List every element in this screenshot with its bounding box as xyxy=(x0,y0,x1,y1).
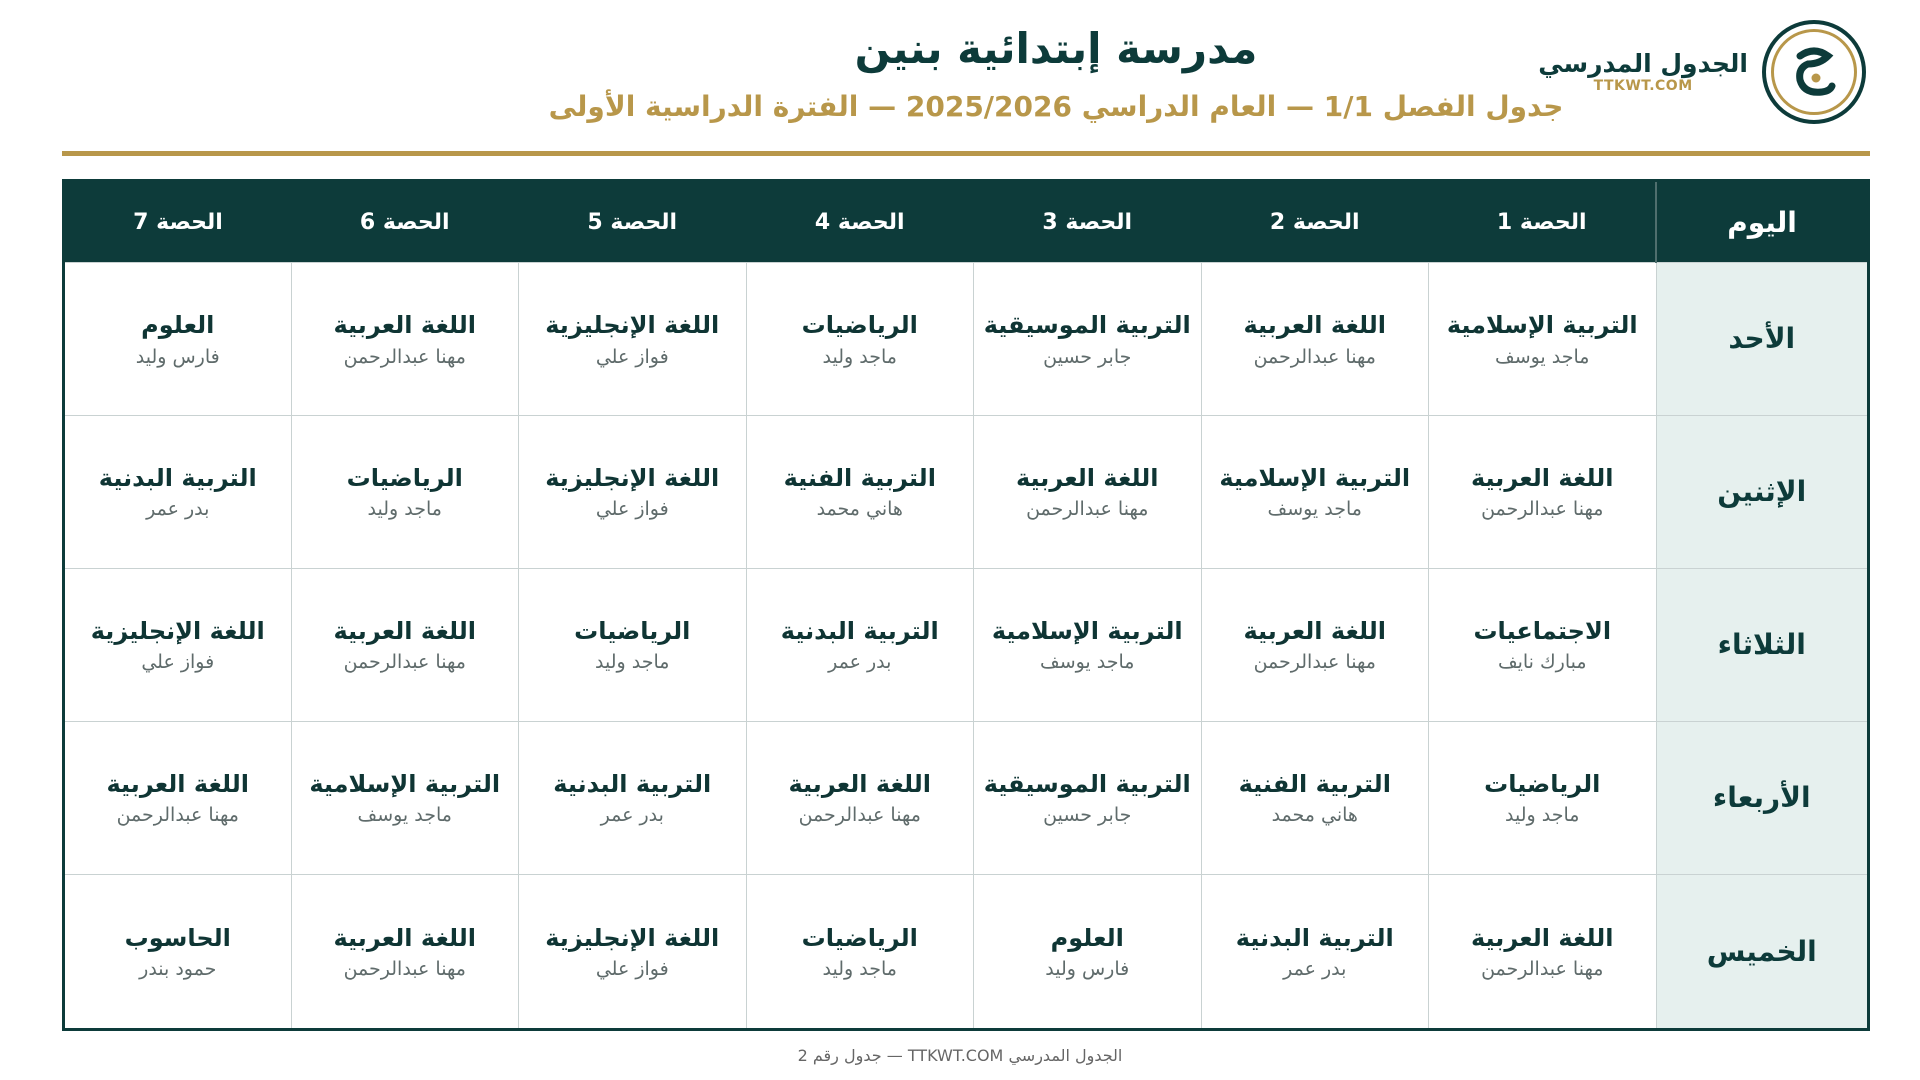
subject-label: اللغة العربية xyxy=(333,923,477,952)
teacher-label: ماجد يوسف xyxy=(1495,345,1590,368)
subject-label: اللغة العربية xyxy=(1015,464,1159,493)
teacher-label: جابر حسين xyxy=(1043,345,1132,368)
lesson-cell xyxy=(291,874,519,1029)
lesson-cell xyxy=(1429,874,1657,1029)
teacher-label: مهنا عبدالرحمن xyxy=(343,957,466,980)
subject-label: الرياضيات xyxy=(1484,770,1601,799)
lesson-cell xyxy=(64,874,292,1029)
header-row xyxy=(64,181,1869,263)
subject-label: الاجتماعيات xyxy=(1473,617,1612,646)
day-column-header: اليوم xyxy=(1656,181,1869,263)
subject-label: الرياضيات xyxy=(574,617,691,646)
schedule-body xyxy=(64,263,1869,1030)
subject-label: التربية الموسيقية xyxy=(983,770,1191,799)
lesson-cell xyxy=(746,721,974,874)
lesson-cell xyxy=(291,263,519,416)
teacher-label: مبارك نايف xyxy=(1497,651,1587,674)
subject-label: التربية الإسلامية xyxy=(1219,464,1411,493)
lesson-cell xyxy=(519,721,747,874)
lesson-cell xyxy=(1201,263,1429,416)
teacher-label: ماجد وليد xyxy=(367,498,442,521)
subject-label: التربية الإسلامية xyxy=(991,617,1183,646)
footer-note: الجدول المدرسي TTKWT.COM — جدول رقم 2 xyxy=(797,1046,1123,1065)
period-header: الحصة 3 xyxy=(974,181,1202,263)
teacher-label: مهنا عبدالرحمن xyxy=(798,804,921,827)
teacher-label: ماجد وليد xyxy=(822,957,897,980)
teacher-label: ماجد وليد xyxy=(1505,804,1580,827)
subject-label: اللغة الإنجليزية xyxy=(545,464,720,493)
subject-label: التربية الفنية xyxy=(783,464,936,493)
teacher-label: هاني محمد xyxy=(1271,804,1358,827)
teacher-label: مهنا عبدالرحمن xyxy=(343,345,466,368)
lesson-cell xyxy=(974,874,1202,1029)
teacher-label: فواز علي xyxy=(595,957,669,980)
lesson-cell xyxy=(1201,721,1429,874)
lesson-cell xyxy=(519,568,747,721)
table-row xyxy=(64,568,1869,721)
teacher-label: ماجد وليد xyxy=(822,345,897,368)
teacher-label: ماجد يوسف xyxy=(357,804,452,827)
lesson-cell xyxy=(291,568,519,721)
page-subtitle: جدول الفصل 1/1 — العام الدراسي 2025/2026 — الفترة الدراسية الأولى xyxy=(548,90,1564,123)
header-divider xyxy=(62,151,1870,156)
subject-label: اللغة العربية xyxy=(106,770,250,799)
period-header: الحصة 1 xyxy=(1429,181,1657,263)
teacher-label: فارس وليد xyxy=(1045,957,1130,980)
subject-label: اللغة العربية xyxy=(333,617,477,646)
teacher-label: مهنا عبدالرحمن xyxy=(1481,498,1604,521)
lesson-cell xyxy=(519,263,747,416)
schedule-table xyxy=(62,179,1870,1031)
subject-label: التربية الإسلامية xyxy=(309,770,501,799)
lesson-cell xyxy=(64,263,292,416)
logo-site: TTKWT.COM xyxy=(1593,77,1693,94)
subject-label: التربية البدنية xyxy=(780,617,939,646)
lesson-cell xyxy=(519,415,747,568)
teacher-label: فواز علي xyxy=(595,345,669,368)
lesson-cell xyxy=(746,568,974,721)
teacher-label: ماجد يوسف xyxy=(1267,498,1362,521)
teacher-label: فارس وليد xyxy=(135,345,220,368)
subject-label: التربية الفنية xyxy=(1238,770,1391,799)
subject-label: اللغة الإنجليزية xyxy=(545,311,720,340)
subject-label: اللغة العربية xyxy=(333,311,477,340)
subject-label: التربية البدنية xyxy=(1235,923,1394,952)
table-row xyxy=(64,721,1869,874)
lesson-cell xyxy=(64,568,292,721)
teacher-label: بدر عمر xyxy=(828,651,892,674)
lesson-cell xyxy=(974,568,1202,721)
lesson-cell xyxy=(746,874,974,1029)
logo-name: الجدول المدرسي xyxy=(1538,49,1748,79)
subject-label: العلوم xyxy=(1050,923,1124,952)
day-cell: الأربعاء xyxy=(1656,721,1869,874)
day-cell: الخميس xyxy=(1656,874,1869,1029)
subject-label: العلوم xyxy=(141,311,215,340)
lesson-cell xyxy=(1429,263,1657,416)
subject-label: التربية البدنية xyxy=(553,770,712,799)
lesson-cell xyxy=(64,721,292,874)
lesson-cell xyxy=(1201,874,1429,1029)
day-cell: الثلاثاء xyxy=(1656,568,1869,721)
teacher-label: بدر عمر xyxy=(600,804,664,827)
teacher-label: مهنا عبدالرحمن xyxy=(1253,651,1376,674)
lesson-cell xyxy=(1429,721,1657,874)
lesson-cell xyxy=(1429,568,1657,721)
teacher-label: جابر حسين xyxy=(1043,804,1132,827)
day-cell: الإثنين xyxy=(1656,415,1869,568)
teacher-label: فواز علي xyxy=(595,498,669,521)
subject-label: الحاسوب xyxy=(124,923,231,952)
subject-label: الرياضيات xyxy=(801,311,918,340)
lesson-cell xyxy=(746,263,974,416)
period-header: الحصة 6 xyxy=(291,181,519,263)
lesson-cell xyxy=(1429,415,1657,568)
subject-label: اللغة العربية xyxy=(1470,923,1614,952)
subject-label: الرياضيات xyxy=(346,464,463,493)
teacher-label: مهنا عبدالرحمن xyxy=(1026,498,1149,521)
lesson-cell xyxy=(64,415,292,568)
period-header: الحصة 4 xyxy=(746,181,974,263)
subject-label: اللغة العربية xyxy=(1243,617,1387,646)
period-header: الحصة 7 xyxy=(64,181,292,263)
lesson-cell xyxy=(291,721,519,874)
header xyxy=(62,0,1870,150)
page-title: مدرسة إبتدائية بنين xyxy=(854,24,1258,73)
subject-label: اللغة الإنجليزية xyxy=(90,617,265,646)
lesson-cell xyxy=(1201,568,1429,721)
teacher-label: هاني محمد xyxy=(816,498,903,521)
lesson-cell xyxy=(974,263,1202,416)
lesson-cell xyxy=(746,415,974,568)
day-cell: الأحد xyxy=(1656,263,1869,416)
subject-label: التربية الموسيقية xyxy=(983,311,1191,340)
teacher-label: بدر عمر xyxy=(1283,957,1347,980)
teacher-label: مهنا عبدالرحمن xyxy=(1481,957,1604,980)
teacher-label: حمود بندر xyxy=(139,957,217,980)
subject-label: التربية البدنية xyxy=(98,464,257,493)
teacher-label: مهنا عبدالرحمن xyxy=(116,804,239,827)
subject-label: اللغة العربية xyxy=(1243,311,1387,340)
teacher-label: ماجد يوسف xyxy=(1040,651,1135,674)
teacher-label: مهنا عبدالرحمن xyxy=(343,651,466,674)
teacher-label: مهنا عبدالرحمن xyxy=(1253,345,1376,368)
subject-label: اللغة العربية xyxy=(1470,464,1614,493)
lesson-cell xyxy=(974,721,1202,874)
table-row xyxy=(64,415,1869,568)
subject-label: التربية الإسلامية xyxy=(1446,311,1638,340)
table-row xyxy=(64,874,1869,1029)
teacher-label: بدر عمر xyxy=(146,498,210,521)
table-row xyxy=(64,263,1869,416)
lesson-cell xyxy=(519,874,747,1029)
period-header: الحصة 5 xyxy=(519,181,747,263)
subject-label: اللغة العربية xyxy=(788,770,932,799)
subject-label: اللغة الإنجليزية xyxy=(545,923,720,952)
subject-label: الرياضيات xyxy=(801,923,918,952)
teacher-label: فواز علي xyxy=(141,651,215,674)
lesson-cell xyxy=(974,415,1202,568)
lesson-cell xyxy=(1201,415,1429,568)
period-header: الحصة 2 xyxy=(1201,181,1429,263)
lesson-cell xyxy=(291,415,519,568)
teacher-label: ماجد وليد xyxy=(595,651,670,674)
